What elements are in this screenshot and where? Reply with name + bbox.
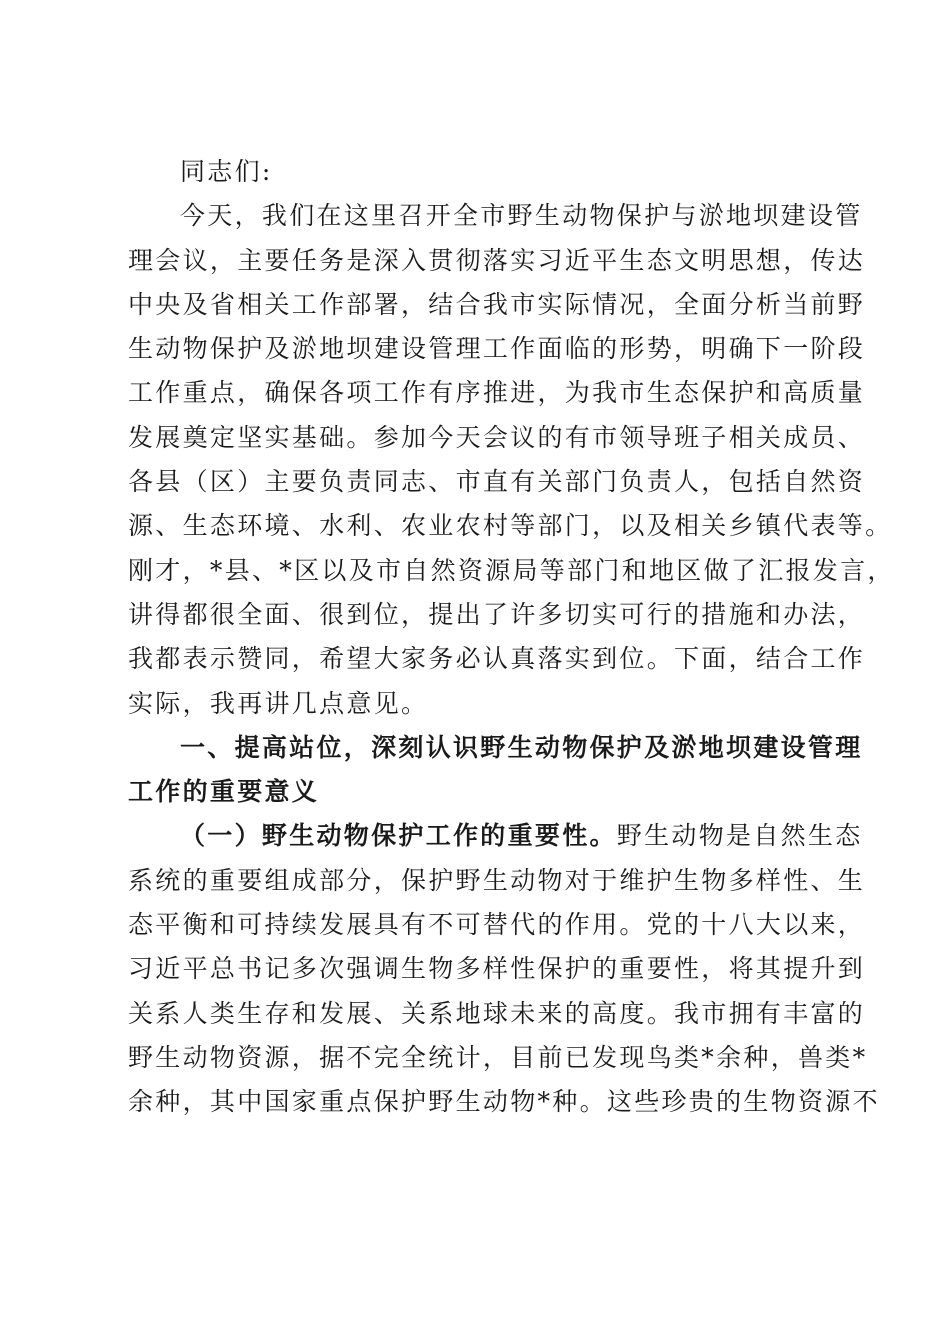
paragraph-line: 讲得都很全面、很到位，提出了许多切实可行的措施和办法， <box>128 599 866 629</box>
paragraph-line: 工作重点，确保各项工作有序推进，为我市生态保护和高质量 <box>128 378 866 408</box>
paragraph-line: 我都表示赞同，希望大家务必认真落实到位。下面，结合工作 <box>128 644 866 674</box>
paragraph-line: 系统的重要组成部分，保护野生动物对于维护生物多样性、生 <box>128 865 866 895</box>
paragraph-line: 源、生态环境、水利、农业农村等部门，以及相关乡镇代表等。 <box>128 511 893 541</box>
paragraph-line: 野生动物资源，据不完全统计，目前已发现鸟类*余种，兽类* <box>128 1042 868 1072</box>
intro-paragraph <box>128 194 895 726</box>
paragraph-line: 各县（区）主要负责同志、市直有关部门负责人，包括自然资 <box>128 467 866 497</box>
paragraph-line: 刚才，*县、*区以及市自然资源局等部门和地区做了汇报发言， <box>128 555 895 585</box>
heading-line: 工作的重要意义 <box>128 777 320 807</box>
paragraph-line: 余种，其中国家重点保护野生动物*种。这些珍贵的生物资源不 <box>128 1087 880 1117</box>
paragraph-line: 实际，我再讲几点意见。 <box>128 688 429 718</box>
subsection-first-line <box>128 814 863 858</box>
subsection-text: 野生动物是自然生态 <box>616 821 863 851</box>
subsection-paragraph <box>128 814 880 1124</box>
paragraph-line: 习近平总书记多次强调生物多样性保护的重要性，将其提升到 <box>128 954 866 984</box>
paragraph-line: 发展奠定坚实基础。参加今天会议的有市领导班子相关成员、 <box>128 422 866 452</box>
document-page <box>128 150 895 1125</box>
paragraph-line: 态平衡和可持续发展具有不可替代的作用。党的十八大以来， <box>128 910 866 940</box>
section-heading <box>128 726 863 815</box>
paragraph-line: 今天，我们在这里召开全市野生动物保护与淤地坝建设管 <box>180 201 863 231</box>
paragraph-line: 理会议，主要任务是深入贯彻落实习近平生态文明思想，传达 <box>128 245 866 275</box>
subsection-title: （一）野生动物保护工作的重要性。 <box>180 821 617 851</box>
paragraph-line: 关系人类生存和发展、关系地球未来的高度。我市拥有丰富的 <box>128 998 866 1028</box>
greeting: 同志们: <box>180 157 273 186</box>
paragraph-line: 生动物保护及淤地坝建设管理工作面临的形势，明确下一阶段 <box>128 334 866 364</box>
paragraph-line: 中央及省相关工作部署，结合我市实际情况，全面分析当前野 <box>128 289 866 319</box>
heading-line: 一、提高站位，深刻认识野生动物保护及淤地坝建设管理 <box>180 732 863 762</box>
